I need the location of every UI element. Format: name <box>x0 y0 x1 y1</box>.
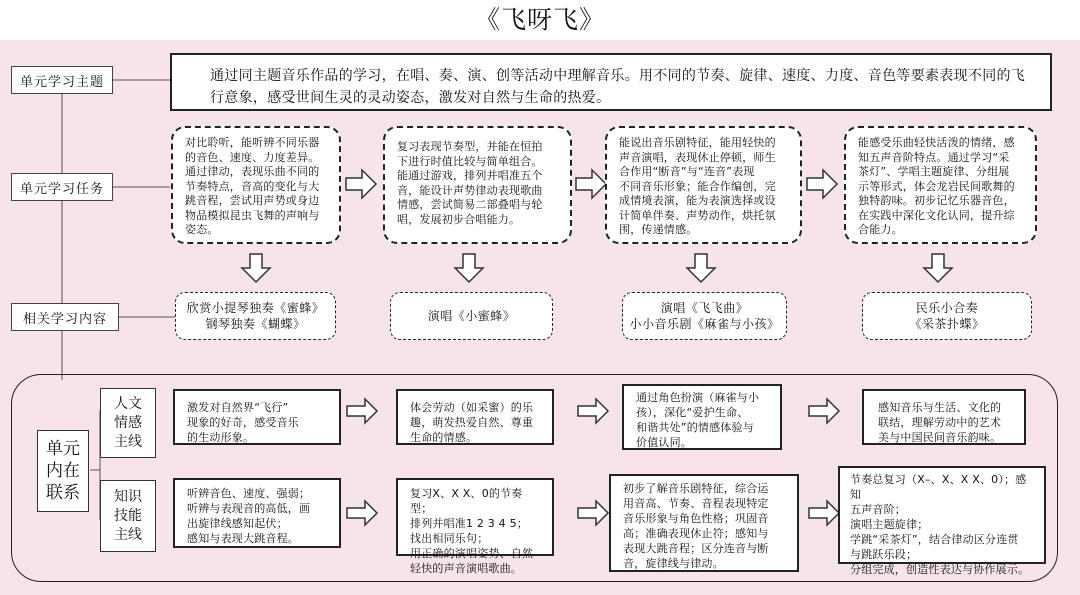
task-box-3: 能说出音乐剧特征，能用轻快的 声音演唱，表现休止停顿，师生 合作用“断音”与“连音”表现 不同音乐形象；能合作编创，完 成情境表演，能为表演选择或设 计简单伴奏、声势动作，烘托氛 围，传递情感。 <box>605 126 802 244</box>
arrow-down-icon <box>455 254 483 282</box>
arrow-down-icon <box>687 254 715 282</box>
content-box-2: 演唱《小蜜蜂》 <box>390 292 553 340</box>
label-tasks: 单元学习任务 <box>11 173 113 201</box>
arrow-right-icon <box>576 170 606 198</box>
theme-box: 通过同主题音乐作品的学习，在唱、奏、演、创等活动中理解音乐。用不同的节奏、旋律、速度、力度、音色等要素表现不同的飞行意象，感受世间生灵的灵动姿态，激发对自然与生命的热爱。 <box>170 53 1052 111</box>
humanities-box-2: 体会劳动（如采蜜）的乐 趣，萌发热爱自然、尊重 生命的情感。 <box>396 389 554 445</box>
content-box-4: 民乐小合奏 《采茶扑蝶》 <box>862 292 1032 340</box>
content-box-3: 演唱《飞飞曲》 小小音乐剧《麻雀与小孩》 <box>622 292 787 340</box>
label-content: 相关学习内容 <box>11 303 119 331</box>
label-unit-connections: 单元 内在 联系 <box>37 430 89 512</box>
label-humanities-line: 人文 情感 主线 <box>100 388 156 458</box>
humanities-box-4: 感知音乐与生活、文化的 联结，理解劳动中的艺术 美与中国民间音乐韵味。 <box>862 389 1026 445</box>
page-title: 《飞呀飞》 <box>474 5 605 34</box>
skills-box-2: 复习X、X X、0的节奏型； 排列并唱准1 2 3 4 5； 找出相同乐句； 用正确的演唱姿势、自然 轻快的声音演唱歌曲。 <box>396 478 554 556</box>
skills-box-3: 初步了解音乐剧特征，综合运 用音高、节奏、音程表现特定 音乐形象与角色性格；巩固音 高；准确表现休止符；感知与 表现大跳音程；区分连音与断 音，旋律线与律动。 <box>609 474 799 572</box>
content-box-1: 欣赏小提琴独奏《蜜蜂》 钢琴独奏《蝴蝶》 <box>175 292 336 340</box>
skills-box-4: 节奏总复习（X–、X、X X、0）；感知 五声音阶； 演唱主题旋律； 学跳“采茶灯”，结合律动区分连贯 与跳跃乐段； 分组完成，创造性表达与协作展示。 <box>838 466 1046 564</box>
task-box-4: 能感受乐曲轻快活泼的情绪，感 知五声音阶特点。通过学习“采 茶灯”、学唱主题旋律、分组展 示等形式，体会龙岩民间歌舞的 独特韵味。初步记忆乐器音色， 在实践中深化文化认同，提升综 合能力。 <box>844 126 1037 244</box>
humanities-box-3: 通过角色扮演（麻雀与小 孩），深化“爱护生命、 和谐共处”的情感体验与 价值认同。 <box>622 384 782 450</box>
task-box-2: 复习表现节奏型，并能在恒拍 下进行时值比较与简单组合。 能通过游戏，排列并唱准五个 音，能设计声势律动表现歌曲 情感，尝试简易二部叠唱与轮 唱，发展初步合唱能力。 <box>383 126 572 244</box>
label-skills-line: 知识 技能 主线 <box>100 480 156 552</box>
arrow-down-icon <box>924 254 952 282</box>
arrow-right-icon <box>807 170 837 198</box>
label-theme: 单元学习主题 <box>11 66 113 94</box>
task-box-1: 对比聆听，能听辨不同乐器 的音色、速度、力度差异。 通过律动，表现乐曲不同的 节奏特点，音高的变化与大 跳音程，尝试用声势或身边 物品模拟昆虫飞舞的声响与 姿态。 <box>171 126 341 244</box>
arrow-right-icon <box>346 170 376 198</box>
skills-box-1: 听辨音色、速度、强弱； 听辨与表现音的高低，画 出旋律线感知起伏； 感知与表现大跳音程。 <box>173 478 341 548</box>
arrow-down-icon <box>242 254 270 282</box>
humanities-box-1: 激发对自然界“飞行” 现象的好奇，感受音乐 的生动形象。 <box>173 389 341 445</box>
